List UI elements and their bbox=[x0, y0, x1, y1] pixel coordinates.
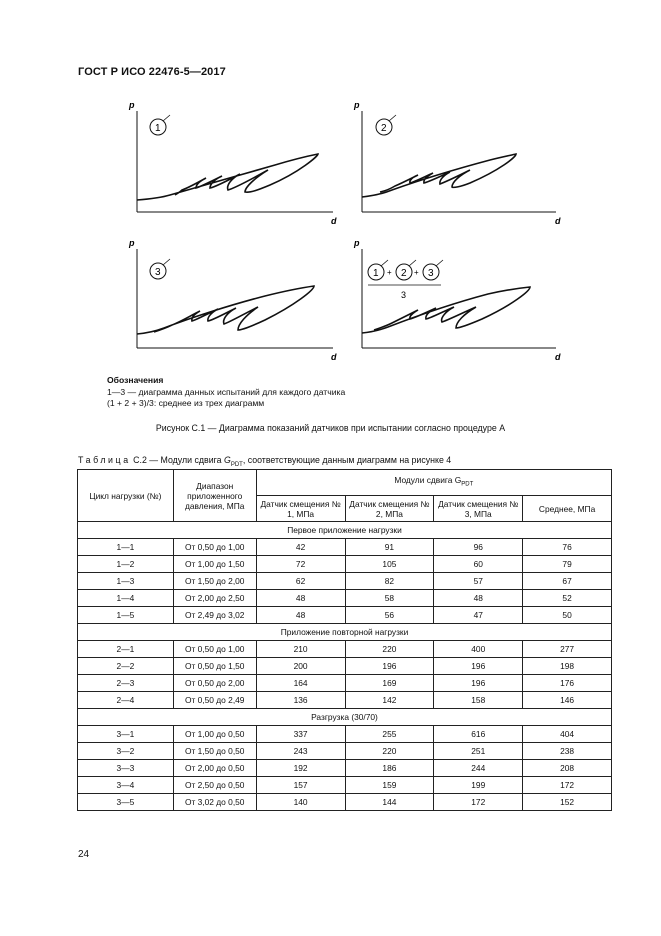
table-cell: От 1,00 до 1,50 bbox=[173, 556, 256, 573]
table-cell: 2—2 bbox=[78, 658, 174, 675]
sensor-diagram-figure bbox=[0, 0, 661, 380]
table-row bbox=[78, 726, 612, 743]
panel-1 bbox=[137, 111, 333, 212]
table-cell: 196 bbox=[434, 658, 523, 675]
table-cell: 196 bbox=[345, 658, 434, 675]
table-cell: 199 bbox=[434, 777, 523, 794]
table-row bbox=[78, 760, 612, 777]
table-cell: От 1,50 до 0,50 bbox=[173, 743, 256, 760]
panel-average bbox=[362, 249, 556, 348]
table-cell: 1—1 bbox=[78, 539, 174, 556]
plus-sign: + bbox=[414, 268, 419, 277]
x-axis-label: d bbox=[331, 352, 337, 362]
avg-marker-1: 1 bbox=[373, 268, 379, 279]
plus-sign: + bbox=[387, 268, 392, 277]
table-row bbox=[78, 556, 612, 573]
table-cell: 244 bbox=[434, 760, 523, 777]
table-cell: 3—1 bbox=[78, 726, 174, 743]
panel-marker-1: 1 bbox=[155, 123, 161, 134]
table-cell: От 3,02 до 0,50 bbox=[173, 794, 256, 811]
page-number: 24 bbox=[78, 849, 90, 860]
table-cell: От 2,49 до 3,02 bbox=[173, 607, 256, 624]
table-cell: От 0,50 до 1,00 bbox=[173, 539, 256, 556]
table-cell: 186 bbox=[345, 760, 434, 777]
table-cell: От 0,50 до 2,49 bbox=[173, 692, 256, 709]
table-cell: 76 bbox=[523, 539, 612, 556]
x-axis-label: d bbox=[331, 216, 337, 226]
table-cell: 159 bbox=[345, 777, 434, 794]
table-cell: От 1,50 до 2,00 bbox=[173, 573, 256, 590]
table-cell: 136 bbox=[256, 692, 345, 709]
table-cell: 196 bbox=[434, 675, 523, 692]
table-cell: 172 bbox=[523, 777, 612, 794]
table-cell: 277 bbox=[523, 641, 612, 658]
table-cell: 57 bbox=[434, 573, 523, 590]
avg-divisor: 3 bbox=[401, 290, 407, 300]
table-cell: 337 bbox=[256, 726, 345, 743]
table-cell: 91 bbox=[345, 539, 434, 556]
table-cell: 72 bbox=[256, 556, 345, 573]
table-cell: 67 bbox=[523, 573, 612, 590]
panel-3 bbox=[137, 249, 333, 348]
table-cell: От 2,00 до 2,50 bbox=[173, 590, 256, 607]
table-cell: 142 bbox=[345, 692, 434, 709]
table-row bbox=[78, 743, 612, 760]
table-cell: 1—2 bbox=[78, 556, 174, 573]
table-cell: 210 bbox=[256, 641, 345, 658]
x-axis-label: d bbox=[555, 352, 561, 362]
table-cell: От 2,00 до 0,50 bbox=[173, 760, 256, 777]
legend-line: 1—3 — диаграмма данных испытаний для каждого датчика bbox=[107, 386, 346, 397]
section-title: Первое приложение нагрузки bbox=[78, 522, 612, 539]
table-cell: 3—2 bbox=[78, 743, 174, 760]
avg-marker-3: 3 bbox=[428, 268, 434, 279]
table-row bbox=[78, 658, 612, 675]
col-header-sensor-1: Датчик смещения № 1, МПа bbox=[256, 496, 345, 522]
table-cell: 220 bbox=[345, 743, 434, 760]
y-axis-label: p bbox=[129, 238, 135, 248]
panel-marker-3: 3 bbox=[155, 267, 161, 278]
table-cell: 176 bbox=[523, 675, 612, 692]
section-title: Приложение повторной нагрузки bbox=[78, 624, 612, 641]
table-cell: 172 bbox=[434, 794, 523, 811]
table-word: Таблица bbox=[78, 455, 131, 465]
avg-marker-2: 2 bbox=[401, 268, 407, 279]
table-cell: 1—5 bbox=[78, 607, 174, 624]
table-cell: 208 bbox=[523, 760, 612, 777]
table-cell: 47 bbox=[434, 607, 523, 624]
table-cell: 58 bbox=[345, 590, 434, 607]
table-cell: 56 bbox=[345, 607, 434, 624]
section-title: Разгрузка (30/70) bbox=[78, 709, 612, 726]
table-cell: От 0,50 до 1,00 bbox=[173, 641, 256, 658]
table-row bbox=[78, 539, 612, 556]
table-cell: 2—3 bbox=[78, 675, 174, 692]
table-cell: 52 bbox=[523, 590, 612, 607]
table-row bbox=[78, 641, 612, 658]
group-label: Модули сдвига G bbox=[394, 475, 462, 486]
section-row bbox=[78, 522, 612, 539]
col-header-sensor-3: Датчик смещения № 3, МПа bbox=[434, 496, 523, 522]
table-cell: 152 bbox=[523, 794, 612, 811]
table-caption-rest: , соответствующие данным диаграмм на рисунке 4 bbox=[242, 455, 452, 465]
table-cell: 238 bbox=[523, 743, 612, 760]
table-cell: 48 bbox=[434, 590, 523, 607]
col-header-sensor-2: Датчик смещения № 2, МПа bbox=[345, 496, 434, 522]
table-cell: 144 bbox=[345, 794, 434, 811]
table-cell: 200 bbox=[256, 658, 345, 675]
table-cell: 3—4 bbox=[78, 777, 174, 794]
table-cell: 82 bbox=[345, 573, 434, 590]
legend-line: (1 + 2 + 3)/3: среднее из трех диаграмм bbox=[107, 398, 265, 409]
table-row bbox=[78, 794, 612, 811]
table-body bbox=[78, 522, 612, 811]
table-cell: 105 bbox=[345, 556, 434, 573]
panel-marker-2: 2 bbox=[381, 123, 387, 134]
section-row bbox=[78, 709, 612, 726]
table-cell: 140 bbox=[256, 794, 345, 811]
table-cell: От 2,50 до 0,50 bbox=[173, 777, 256, 794]
group-subscript: PDT bbox=[461, 481, 474, 488]
table-cell: 146 bbox=[523, 692, 612, 709]
table-cell: От 0,50 до 1,50 bbox=[173, 658, 256, 675]
table-cell: 157 bbox=[256, 777, 345, 794]
table-row bbox=[78, 675, 612, 692]
shear-modulus-table bbox=[77, 469, 612, 811]
table-row bbox=[78, 607, 612, 624]
table-number: С.2 — Модули сдвига bbox=[133, 455, 222, 465]
table-cell: 255 bbox=[345, 726, 434, 743]
table-row bbox=[78, 777, 612, 794]
legend-title: Обозначения bbox=[107, 375, 164, 385]
table-row bbox=[78, 692, 612, 709]
table-cell: 96 bbox=[434, 539, 523, 556]
table-cell: От 0,50 до 2,00 bbox=[173, 675, 256, 692]
table-cell: 1—3 bbox=[78, 573, 174, 590]
table-row bbox=[78, 590, 612, 607]
table-cell: 158 bbox=[434, 692, 523, 709]
table-cell: 79 bbox=[523, 556, 612, 573]
col-header-range: Диапазон приложенного давления, МПа bbox=[173, 470, 256, 522]
table-cell: 2—1 bbox=[78, 641, 174, 658]
y-axis-label: p bbox=[129, 100, 135, 110]
col-header-average: Среднее, МПа bbox=[523, 496, 612, 522]
table-cell: 48 bbox=[256, 590, 345, 607]
table-cell: 2—4 bbox=[78, 692, 174, 709]
panel-2 bbox=[362, 111, 556, 212]
table-cell: 616 bbox=[434, 726, 523, 743]
table-cell: 164 bbox=[256, 675, 345, 692]
table-cell: 192 bbox=[256, 760, 345, 777]
col-header-group bbox=[256, 470, 611, 496]
y-axis-label: p bbox=[354, 238, 360, 248]
table-cell: 220 bbox=[345, 641, 434, 658]
modulus-subscript: PDT bbox=[230, 461, 243, 468]
modulus-symbol: G bbox=[223, 455, 231, 465]
table-row bbox=[78, 573, 612, 590]
table-cell: 60 bbox=[434, 556, 523, 573]
x-axis-label: d bbox=[555, 216, 561, 226]
table-caption bbox=[78, 455, 451, 468]
table-cell: 42 bbox=[256, 539, 345, 556]
table-cell: 404 bbox=[523, 726, 612, 743]
figure-legend bbox=[107, 375, 345, 410]
table-cell: 48 bbox=[256, 607, 345, 624]
table-cell: 400 bbox=[434, 641, 523, 658]
document-header: ГОСТ Р ИСО 22476-5—2017 bbox=[78, 66, 226, 78]
section-row bbox=[78, 624, 612, 641]
table-cell: От 1,00 до 0,50 bbox=[173, 726, 256, 743]
table-cell: 198 bbox=[523, 658, 612, 675]
table-cell: 251 bbox=[434, 743, 523, 760]
col-header-cycle: Цикл нагрузки (№) bbox=[78, 470, 174, 522]
table-cell: 50 bbox=[523, 607, 612, 624]
table-cell: 3—5 bbox=[78, 794, 174, 811]
figure-caption: Рисунок С.1 — Диаграмма показаний датчиков при испытании согласно процедуре А bbox=[155, 423, 506, 433]
table-cell: 1—4 bbox=[78, 590, 174, 607]
table-cell: 169 bbox=[345, 675, 434, 692]
table-cell: 3—3 bbox=[78, 760, 174, 777]
table-cell: 243 bbox=[256, 743, 345, 760]
y-axis-label: p bbox=[354, 100, 360, 110]
table-cell: 62 bbox=[256, 573, 345, 590]
